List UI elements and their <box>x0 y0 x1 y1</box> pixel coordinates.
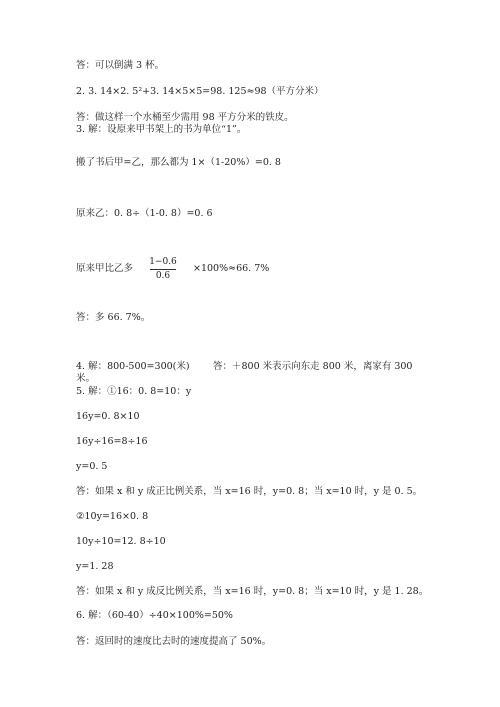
fraction-denominator: 0.6 <box>155 271 171 281</box>
problem-5-proportion: 5. 解：①16：0. 8=10：y <box>76 386 192 397</box>
problem-4-answer-wrap: 米。 <box>76 373 96 384</box>
answer-pour-cups: 答：可以倒满 3 杯。 <box>76 60 165 71</box>
problem-3-step-original-b: 原来乙：0. 8÷（1-0. 8）=0. 6 <box>76 208 213 219</box>
problem-5-result-2: y=1. 28 <box>76 561 114 572</box>
problem-5-step-1: 16y=0. 8×10 <box>76 411 140 422</box>
fraction-bar <box>150 269 176 270</box>
answer-percent-more: 答：多 66. 7%。 <box>76 312 151 323</box>
problem-3-setup: 3. 解：设原来甲书架上的书为单位“1”。 <box>76 124 247 135</box>
problem-6-solution: 6. 解：（60-40）÷40×100%=50% <box>76 610 233 621</box>
problem-4-solution: 4. 解：800-500=300(米) <box>76 361 190 372</box>
answer-inverse-proportion: 答：如果 x 和 y 成反比例关系，当 x=16 时，y=0. 8；当 x=10 时，y 是 1. 28。 <box>76 586 429 597</box>
problem-5-inverse-equation: ②10y=16×0. 8 <box>76 511 149 522</box>
answer-direct-proportion: 答：如果 x 和 y 成正比例关系，当 x=16 时，y=0. 8；当 x=10 时，y 是 0. 5。 <box>76 486 423 497</box>
answer-bucket-iron: 答：做这样一个水桶至少需用 98 平方分米的铁皮。 <box>76 112 294 123</box>
problem-2-calculation: 2. 3. 14×2. 5²+3. 14×5×5=98. 125≈98（平方分米） <box>76 86 324 97</box>
problem-5-step-2: 16y÷16=8÷16 <box>76 436 148 447</box>
answer-speed-increase: 答：返回时的速度比去时的速度提高了 50%。 <box>76 636 272 647</box>
problem-5-result-1: y=0. 5 <box>76 461 108 472</box>
problem-3-step-moved-books: 搬了书后甲=乙，那么都为 1×（1-20%）=0. 8 <box>76 157 281 168</box>
problem-4-answer: 答：＋800 米表示向东走 800 米，离家有 300 <box>213 361 413 372</box>
problem-5-inverse-step: 10y÷10=12. 8÷10 <box>76 536 166 547</box>
percent-suffix: ×100%≈66. 7% <box>193 263 270 274</box>
fraction-numerator: 1−0.6 <box>149 257 177 267</box>
percent-prefix: 原来甲比乙多 <box>76 263 134 274</box>
